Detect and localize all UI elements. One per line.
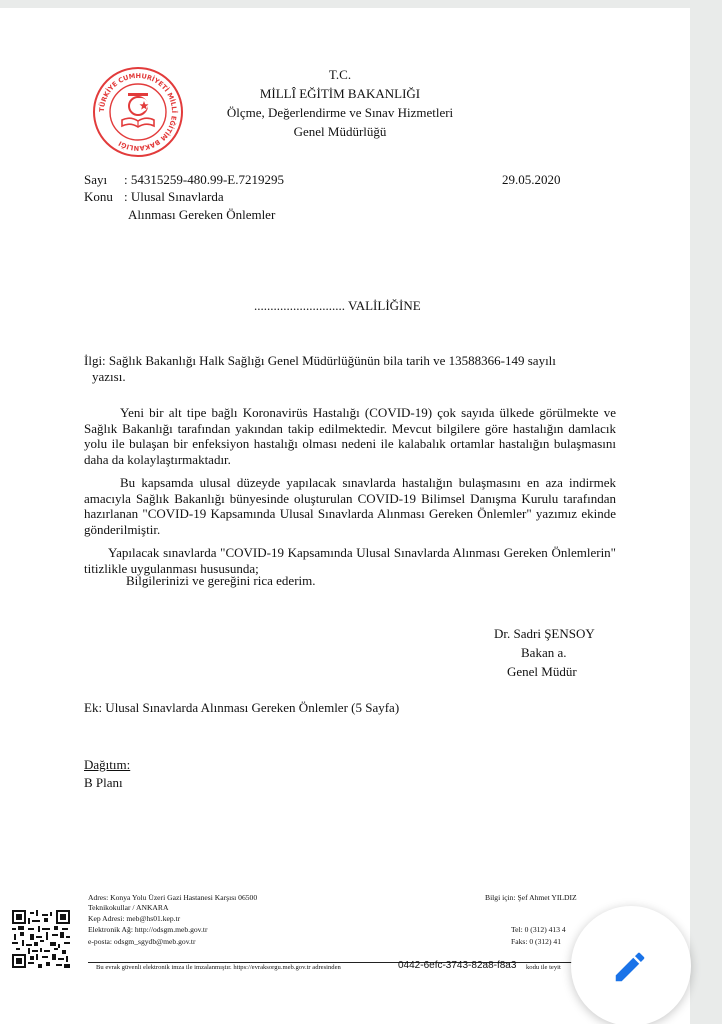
footer-address: Adres: Konya Yolu Üzeri Gazi Hastanesi Karşısı 06500 [88, 893, 258, 902]
footer-kep: Kep Adresi: meb@hs01.kep.tr [88, 914, 181, 923]
addressee: ............................ VALİLİĞİNE [254, 298, 421, 313]
sayi-value: : 54315259-480.99-E.7219295 [124, 172, 284, 187]
pencil-icon [611, 948, 649, 986]
verification-code: 0442-6efc-3743-82a8-f8a3 [398, 960, 517, 971]
ministry-header [190, 65, 490, 141]
signatory-position: Genel Müdür [507, 664, 577, 679]
document-date: 29.05.2020 [502, 172, 561, 187]
attachment-line: Ek: Ulusal Sınavlarda Alınması Gereken Önlemler (5 Sayfa) [84, 700, 400, 715]
qr-code [12, 910, 70, 968]
header-directorate: Genel Müdürlüğü [293, 124, 387, 139]
body-closing: Bilgilerinizi ve gereğini rica ederim. [126, 573, 316, 588]
footer-fax: Faks: 0 (312) 41 [511, 937, 561, 946]
konu-value: : Ulusal Sınavlarda [124, 189, 224, 204]
signatory-title: Bakan a. [521, 645, 567, 660]
footer-address-city: Teknikokullar / ANKARA [88, 903, 169, 912]
body-paragraph-2: Bu kapsamda ulusal düzeyde yapılacak sınavlarda hastalığın bulaşmasını en aza indirmek amacıyla Sağlık Bakanlığı bünyesinde oluşturulan COVID-19 Bilimsel Danışma Kurulu tarafından hazırlanan "COVID-19 Kapsamında Ulusal Sınavlarda Alınması Gereken Önlemler" yazımız ekinde gönderilmiştir. [84, 475, 616, 537]
header-ministry: MİLLÎ EĞİTİM BAKANLIĞI [259, 86, 421, 101]
body-paragraph-3: Yapılacak sınavlarda "COVID-19 Kapsamında Ulusal Sınavlarda Alınması Gereken Önlemlerin" titizlikle uygulanması hususunda; [84, 545, 616, 576]
header-tc: T.C. [328, 67, 352, 82]
distribution-label: Dağıtım: [84, 757, 131, 772]
konu-value-cont: Alınması Gereken Önlemler [128, 207, 276, 222]
document-page [0, 8, 690, 1024]
edit-fab-button[interactable] [571, 906, 691, 1024]
konu-label: Konu [84, 189, 113, 204]
footer-telephone: Tel: 0 (312) 413 4 [511, 925, 566, 934]
header-department: Ölçme, Değerlendirme ve Sınav Hizmetleri [226, 105, 454, 120]
footer-email: e-posta: odsgm_sgydb@meb.gov.tr [88, 937, 196, 946]
signatory-name: Dr. Sadri ŞENSOY [494, 626, 595, 641]
ilgi-line: İlgi: Sağlık Bakanlığı Halk Sağlığı Genel Müdürlüğünün bila tarih ve 13588366-149 sayılı [84, 353, 556, 368]
verification-text: Bu evrak güvenli elektronik imza ile imzalanmıştır. https://evraksorgu.meb.gov.tr adresinden [96, 964, 341, 971]
body-paragraph-1: Yeni bir alt tipe bağlı Koronavirüs Hastalığı (COVID-19) çok sayıda ülkede görülmekte ve Sağlık Bakanlığı tarafından yakından takip edilmektedir. Mevcut bilgilere göre hastalığın damlacık yolu ile bulaşan bir enfeksiyon hastalığı olması nedeni ile kalabalık ortamlar hastalığın bulaşmasını daha da kolaylaştırmaktadır. [84, 405, 616, 467]
sayi-label: Sayı [84, 172, 108, 187]
distribution-item: B Planı [84, 775, 123, 790]
ministry-seal-logo [92, 66, 184, 158]
footer-website: Elektronik Ağ: http://odsgm.meb.gov.tr [88, 925, 208, 934]
footer-contact-person: Bilgi için: Şef Ahmet YILDIZ [485, 893, 577, 902]
ilgi-line-cont: yazısı. [92, 369, 126, 384]
seal-ring-text: TÜRKİYE CUMHURİYETİ MİLLÎ EĞİTİM BAKANLIĞI [97, 71, 179, 153]
verification-suffix: kodu ile teyit [526, 964, 561, 971]
